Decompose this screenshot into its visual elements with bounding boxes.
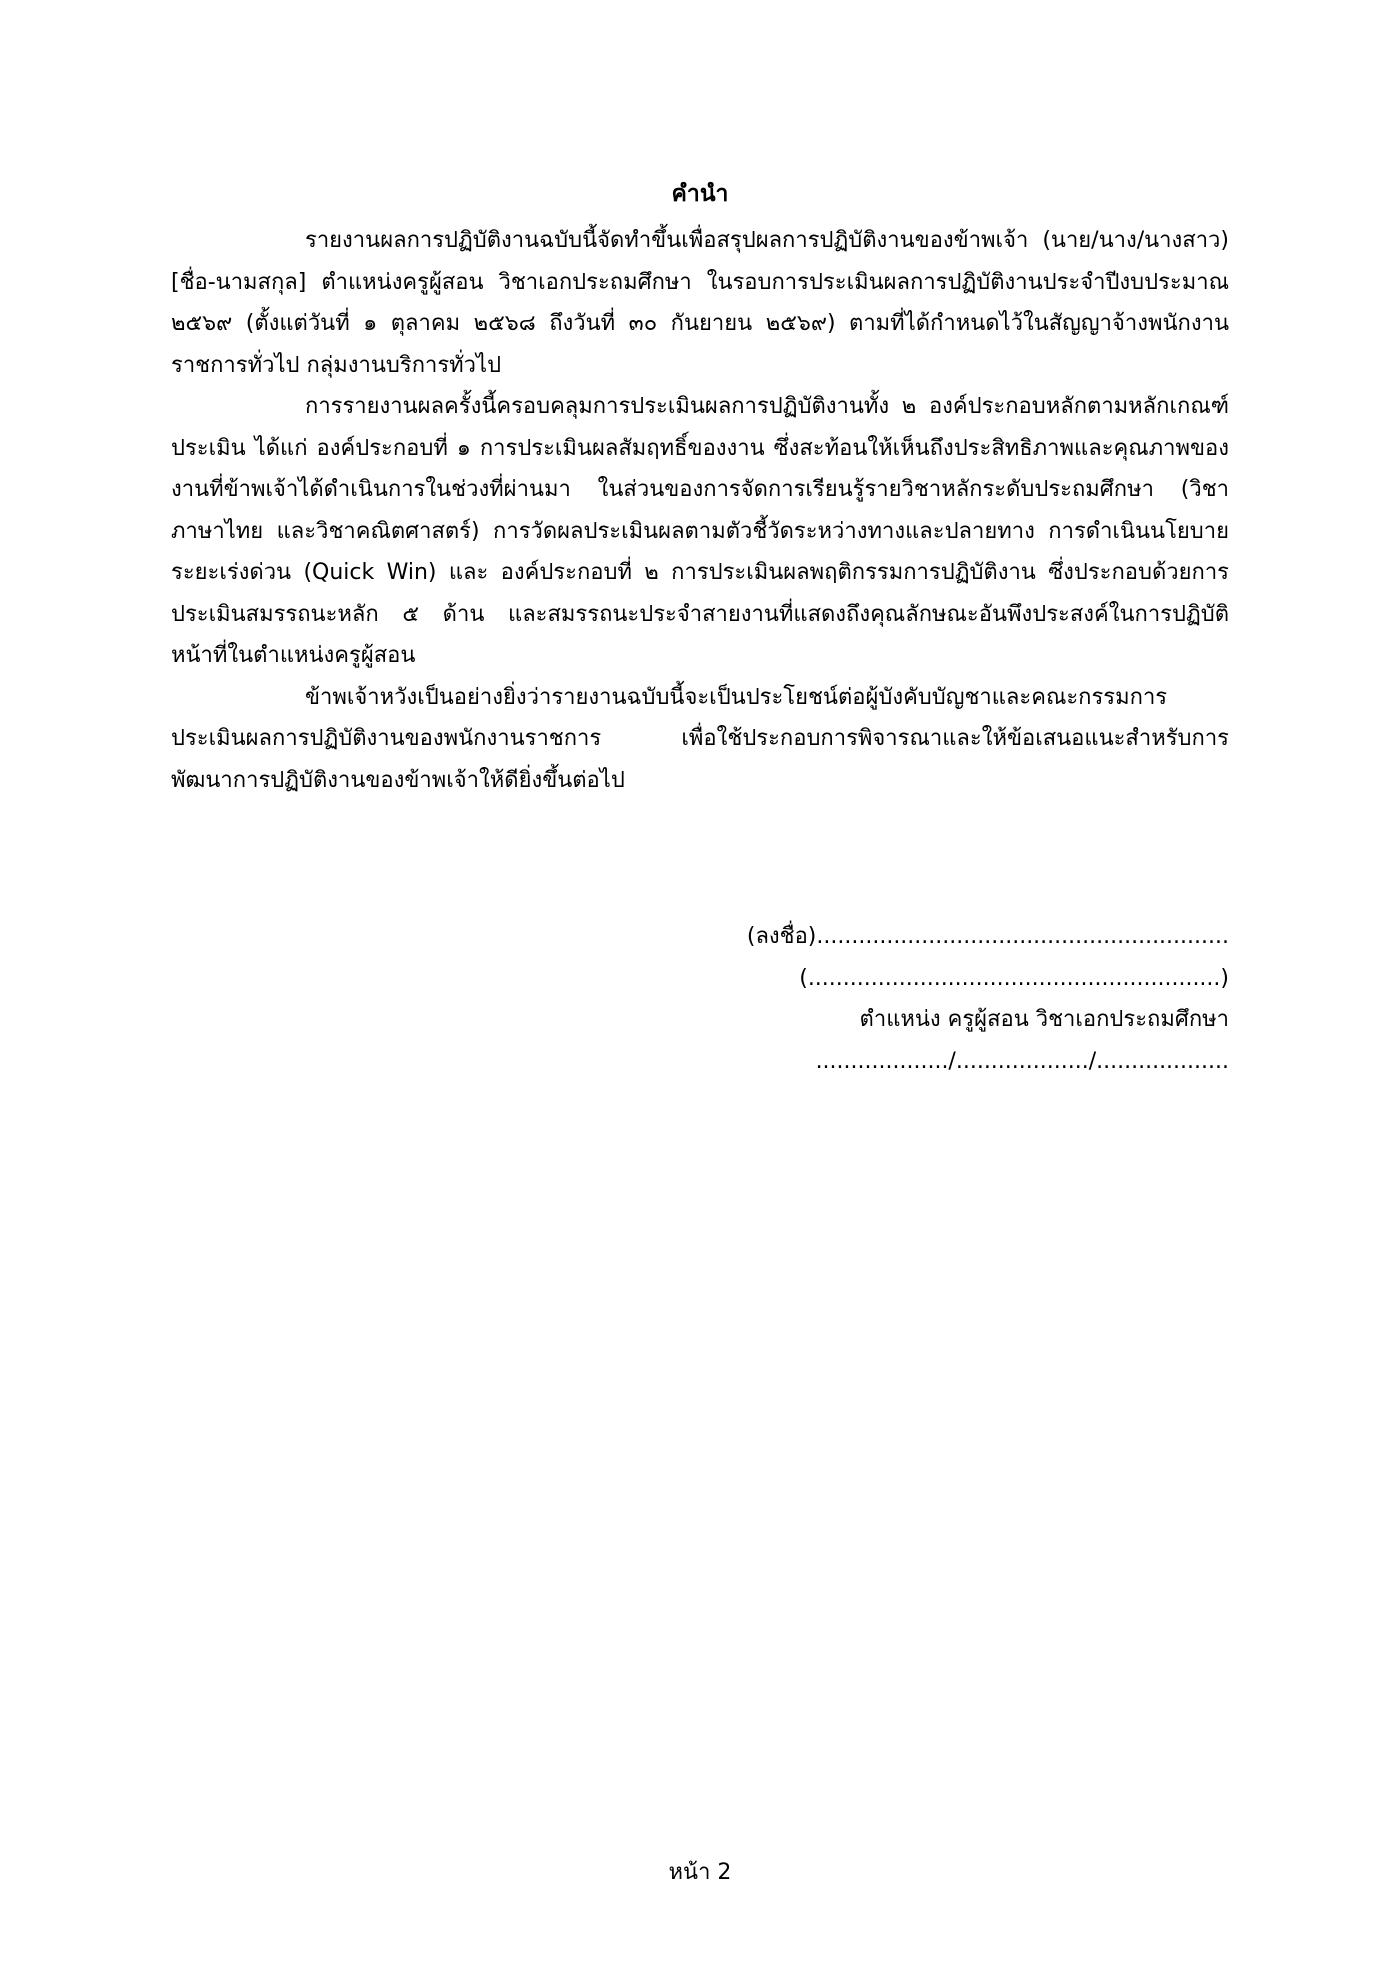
document-body	[171, 220, 1229, 801]
page-number: หน้า 2	[668, 1860, 732, 1885]
signature-position: ตำแหน่ง ครูผู้สอน วิชาเอกประถมศึกษา	[859, 1007, 1229, 1032]
document-title: คำนำ	[671, 181, 729, 207]
signature-name-line: (...........................................................)	[799, 965, 1229, 991]
signature-line: (ลงชื่อ)...........................................................	[746, 924, 1229, 949]
signature-date-line: .................../.................../...................	[815, 1048, 1229, 1074]
signature-block	[729, 916, 1229, 1082]
paragraph-introduction: รายงานผลการปฏิบัติงานฉบับนี้จัดทำขึ้นเพื่อสรุปผลการปฏิบัติงานของข้าพเจ้า (นาย/นาง/นางสาว) [ชื่อ-นามสกุล] ตำแหน่งครูผู้สอน วิชาเอกประถมศึกษา ในรอบการประเมินผลการปฏิบัติงานประจำปีงบประมาณ ๒๕๖๙ (ตั้งแต่วันที่ ๑ ตุลาคม ๒๕๖๘ ถึงวันที่ ๓๐ กันยายน ๒๕๖๙) ตามที่ได้กำหนดไว้ในสัญญาจ้างพนักงานราชการทั่วไป กลุ่มงานบริการทั่วไป	[171, 228, 1229, 378]
paragraph-scope: การรายงานผลครั้งนี้ครอบคลุมการประเมินผลการปฏิบัติงานทั้ง ๒ องค์ประกอบหลักตามหลักเกณฑ์ประเมิน ได้แก่ องค์ประกอบที่ ๑ การประเมินผลสัมฤทธิ์ของงาน ซึ่งสะท้อนให้เห็นถึงประสิทธิภาพและคุณภาพของงานที่ข้าพเจ้าได้ดำเนินการในช่วงที่ผ่านมา ในส่วนของการจัดการเรียนรู้รายวิชาหลักระดับประถมศึกษา (วิชาภาษาไทย และวิชาคณิตศาสตร์) การวัดผลประเมินผลตามตัวชี้วัดระหว่างทางและปลายทาง การดำเนินนโยบายระยะเร่งด่วน (Quick Win) และ องค์ประกอบที่ ๒ การประเมินผลพฤติกรรมการปฏิบัติงาน ซึ่งประกอบด้วยการประเมินสมรรถนะหลัก ๕ ด้าน และสมรรถนะประจำสายงานที่แสดงถึงคุณลักษณะอันพึงประสงค์ในการปฏิบัติหน้าที่ในตำแหน่งครูผู้สอน	[171, 394, 1229, 668]
paragraph-closing: ข้าพเจ้าหวังเป็นอย่างยิ่งว่ารายงานฉบับนี้จะเป็นประโยชน์ต่อผู้บังคับบัญชาและคณะกรรมการประเมินผลการปฏิบัติงานของพนักงานราชการ เพื่อใช้ประกอบการพิจารณาและให้ข้อเสนอแนะสำหรับการพัฒนาการปฏิบัติงานของข้าพเจ้าให้ดียิ่งขึ้นต่อไป	[171, 684, 1229, 793]
